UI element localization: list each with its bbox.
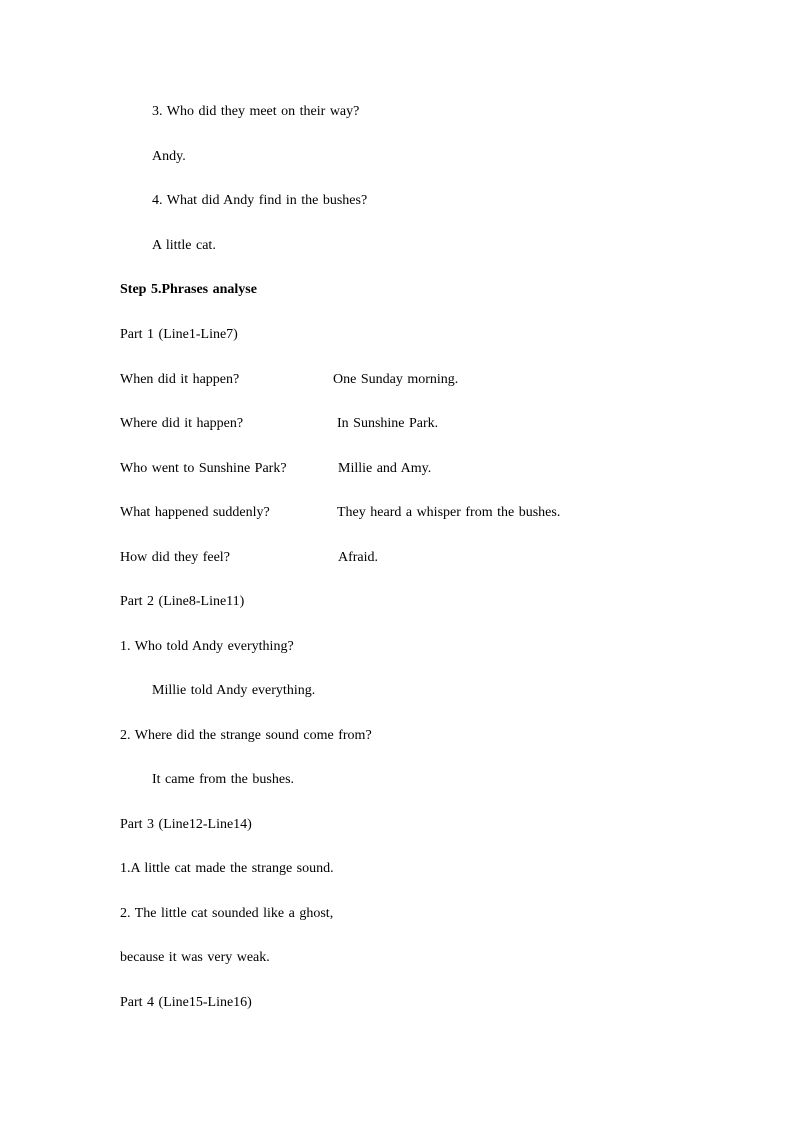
part1-row2-answer: In Sunshine Park. — [337, 416, 439, 431]
part3-s3: because it was very weak. — [120, 950, 270, 965]
part2-heading: Part 2 (Line8-Line11) — [120, 594, 245, 609]
part3-heading: Part 3 (Line12-Line14) — [120, 817, 252, 832]
q4-question: 4. What did Andy find in the bushes? — [152, 193, 368, 208]
part2-q2: 2. Where did the strange sound come from? — [120, 728, 372, 743]
part1-heading: Part 1 (Line1-Line7) — [120, 327, 238, 342]
step5-heading: Step 5.Phrases analyse — [120, 282, 257, 297]
q3-question: 3. Who did they meet on their way? — [152, 104, 360, 119]
part1-row1-question: When did it happen? — [120, 372, 240, 387]
part2-a1: Millie told Andy everything. — [152, 683, 316, 698]
part1-row3-question: Who went to Sunshine Park? — [120, 461, 287, 476]
part1-row2-question: Where did it happen? — [120, 416, 244, 431]
part1-row1-answer: One Sunday morning. — [333, 372, 459, 387]
part2-q1: 1. Who told Andy everything? — [120, 639, 294, 654]
part1-row5-answer: Afraid. — [338, 550, 379, 565]
part1-row4-question: What happened suddenly? — [120, 505, 270, 520]
q3-answer: Andy. — [152, 149, 186, 164]
part1-row4-answer: They heard a whisper from the bushes. — [337, 505, 561, 520]
part4-heading: Part 4 (Line15-Line16) — [120, 995, 252, 1010]
part1-row5-question: How did they feel? — [120, 550, 230, 565]
part3-s2: 2. The little cat sounded like a ghost, — [120, 906, 334, 921]
part3-s1: 1.A little cat made the strange sound. — [120, 861, 334, 876]
q4-answer: A little cat. — [152, 238, 216, 253]
part2-a2: It came from the bushes. — [152, 772, 295, 787]
part1-row3-answer: Millie and Amy. — [338, 461, 432, 476]
